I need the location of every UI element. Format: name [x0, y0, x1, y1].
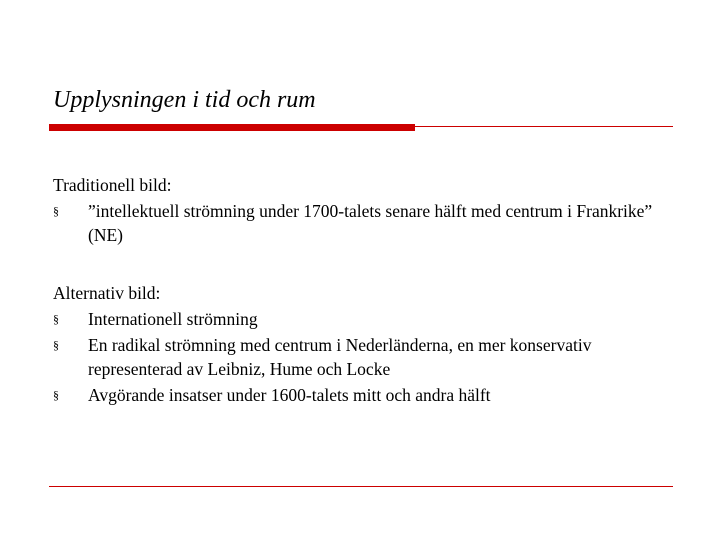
- bullet-item: [53, 306, 683, 332]
- bullet-text: Avgörande insatser under 1600-talets mitt och andra hälft: [88, 385, 491, 405]
- traditional-bullet-list: [53, 198, 683, 248]
- bullet-marker-icon: §: [53, 388, 59, 402]
- bullet-text: En radikal strömning med centrum i Nederländerna, en mer konservativ representerad av Leibniz, Hume och Locke: [88, 335, 592, 379]
- bullet-marker-icon: §: [53, 338, 59, 352]
- slide-body: [53, 172, 683, 408]
- bullet-item: [53, 382, 683, 408]
- bullet-marker-icon: §: [53, 204, 59, 218]
- bullet-text: ”intellektuell strömning under 1700-talets senare hälft med centrum i Frankrike” (NE): [88, 201, 653, 245]
- bullet-item: [53, 332, 683, 382]
- bullet-marker-icon: §: [53, 312, 59, 326]
- title-underline-accent: [49, 124, 415, 131]
- alternative-bullet-list: [53, 306, 683, 408]
- bullet-item: [53, 198, 683, 248]
- section-heading-alternative: Alternativ bild:: [53, 283, 161, 303]
- section-heading-traditional: Traditionell bild:: [53, 175, 172, 195]
- title-underline-thin: [415, 126, 673, 127]
- bullet-text: Internationell strömning: [88, 309, 258, 329]
- slide-title: Upplysningen i tid och rum: [53, 87, 316, 113]
- footer-divider: [49, 486, 673, 487]
